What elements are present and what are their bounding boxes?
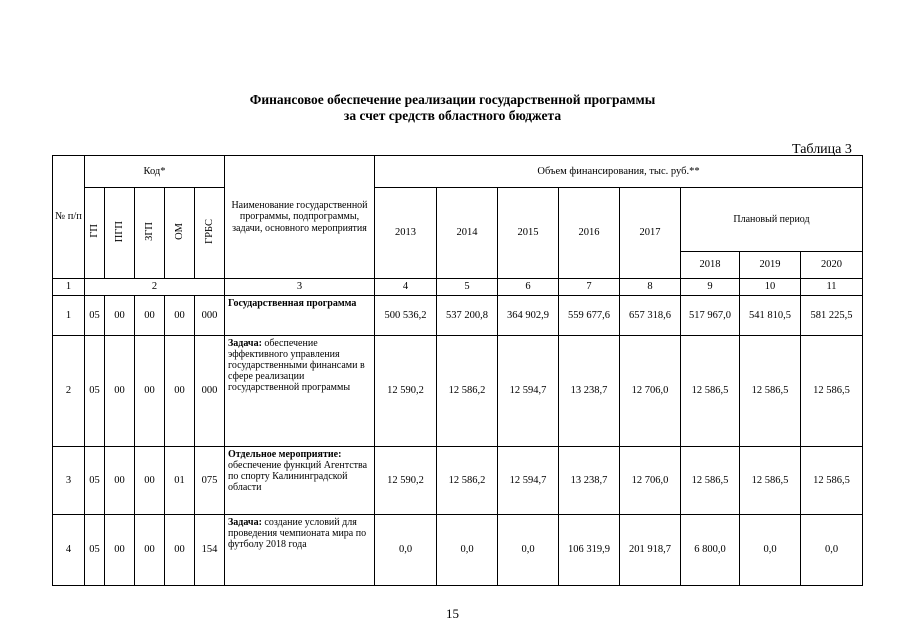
row-number: 4 xyxy=(53,515,85,586)
header-code-grbs: ГРБС xyxy=(195,188,225,279)
header-year-2016: 2016 xyxy=(559,188,620,279)
header-code: Код* xyxy=(85,156,225,188)
code-gp: 05 xyxy=(85,336,105,447)
value-2013: 0,0 xyxy=(375,515,437,586)
col-number: 6 xyxy=(498,279,559,296)
page-number: 15 xyxy=(446,606,459,621)
value-2015: 0,0 xyxy=(498,515,559,586)
value-2020: 581 225,5 xyxy=(801,296,863,336)
table-row xyxy=(53,447,863,515)
col-number: 3 xyxy=(225,279,375,296)
code-om: 01 xyxy=(165,447,195,515)
code-gp: 05 xyxy=(85,447,105,515)
code-grbs: 000 xyxy=(195,336,225,447)
header-year-2014: 2014 xyxy=(437,188,498,279)
value-2013: 500 536,2 xyxy=(375,296,437,336)
table-label: Таблица 3 xyxy=(792,142,852,157)
value-2017: 657 318,6 xyxy=(620,296,681,336)
header-code-gp: ГП xyxy=(85,188,105,279)
funding-table xyxy=(52,155,863,586)
value-2017: 201 918,7 xyxy=(620,515,681,586)
value-2019: 12 586,5 xyxy=(740,336,801,447)
row-name: Задача: обеспечение эффективного управления государственными финансами в сфере реализации государственной программы xyxy=(225,336,375,447)
value-2014: 537 200,8 xyxy=(437,296,498,336)
table-row xyxy=(53,336,863,447)
document-title-line-1: Финансовое обеспечение реализации государственной программы xyxy=(249,92,656,107)
value-2015: 12 594,7 xyxy=(498,447,559,515)
value-2013: 12 590,2 xyxy=(375,336,437,447)
code-om: 00 xyxy=(165,296,195,336)
col-number: 7 xyxy=(559,279,620,296)
row-name: Задача: создание условий для проведения чемпионата мира по футболу 2018 года xyxy=(225,515,375,586)
table-row xyxy=(53,515,863,586)
header-year-2018: 2018 xyxy=(681,252,740,279)
header-year-2015: 2015 xyxy=(498,188,559,279)
header-planned-period: Плановый период xyxy=(681,188,863,252)
value-2018: 517 967,0 xyxy=(681,296,740,336)
code-grbs: 154 xyxy=(195,515,225,586)
document-title-line-2: за счет средств областного бюджета xyxy=(343,108,562,123)
code-gp: 05 xyxy=(85,296,105,336)
row-number: 2 xyxy=(53,336,85,447)
code-pgp: 00 xyxy=(105,336,135,447)
row-number: 3 xyxy=(53,447,85,515)
header-code-pgp: ПГП xyxy=(105,188,135,279)
value-2017: 12 706,0 xyxy=(620,336,681,447)
value-2016: 106 319,9 xyxy=(559,515,620,586)
value-2015: 12 594,7 xyxy=(498,336,559,447)
code-grbs: 075 xyxy=(195,447,225,515)
code-om: 00 xyxy=(165,515,195,586)
col-number: 4 xyxy=(375,279,437,296)
value-2018: 12 586,5 xyxy=(681,447,740,515)
code-zgp: 00 xyxy=(135,447,165,515)
value-2019: 541 810,5 xyxy=(740,296,801,336)
value-2015: 364 902,9 xyxy=(498,296,559,336)
value-2014: 0,0 xyxy=(437,515,498,586)
header-year-2013: 2013 xyxy=(375,188,437,279)
col-number: 8 xyxy=(620,279,681,296)
header-year-2019: 2019 xyxy=(740,252,801,279)
header-year-2017: 2017 xyxy=(620,188,681,279)
code-pgp: 00 xyxy=(105,296,135,336)
value-2020: 0,0 xyxy=(801,515,863,586)
code-zgp: 00 xyxy=(135,515,165,586)
value-2014: 12 586,2 xyxy=(437,336,498,447)
col-number: 2 xyxy=(85,279,225,296)
value-2014: 12 586,2 xyxy=(437,447,498,515)
table-row xyxy=(53,296,863,336)
col-number: 1 xyxy=(53,279,85,296)
col-number: 11 xyxy=(801,279,863,296)
code-pgp: 00 xyxy=(105,515,135,586)
value-2016: 13 238,7 xyxy=(559,336,620,447)
value-2020: 12 586,5 xyxy=(801,336,863,447)
header-row-number: № п/п xyxy=(53,156,85,279)
code-zgp: 00 xyxy=(135,336,165,447)
value-2016: 559 677,6 xyxy=(559,296,620,336)
header-name: Наименование государственной программы, подпрограммы, задачи, основного мероприятия xyxy=(225,156,375,279)
header-year-2020: 2020 xyxy=(801,252,863,279)
value-2016: 13 238,7 xyxy=(559,447,620,515)
value-2018: 6 800,0 xyxy=(681,515,740,586)
col-number: 9 xyxy=(681,279,740,296)
value-2019: 12 586,5 xyxy=(740,447,801,515)
row-name: Государственная программа xyxy=(225,296,375,336)
value-2018: 12 586,5 xyxy=(681,336,740,447)
code-grbs: 000 xyxy=(195,296,225,336)
value-2019: 0,0 xyxy=(740,515,801,586)
value-2020: 12 586,5 xyxy=(801,447,863,515)
header-funding: Объем финансирования, тыс. руб.** xyxy=(375,156,863,188)
row-number: 1 xyxy=(53,296,85,336)
code-om: 00 xyxy=(165,336,195,447)
header-code-zgp: ЗГП xyxy=(135,188,165,279)
value-2017: 12 706,0 xyxy=(620,447,681,515)
col-number: 5 xyxy=(437,279,498,296)
code-gp: 05 xyxy=(85,515,105,586)
header-code-om: ОМ xyxy=(165,188,195,279)
col-number: 10 xyxy=(740,279,801,296)
code-pgp: 00 xyxy=(105,447,135,515)
code-zgp: 00 xyxy=(135,296,165,336)
value-2013: 12 590,2 xyxy=(375,447,437,515)
row-name: Отдельное мероприятие: обеспечение функций Агентства по спорту Калининградской области xyxy=(225,447,375,515)
